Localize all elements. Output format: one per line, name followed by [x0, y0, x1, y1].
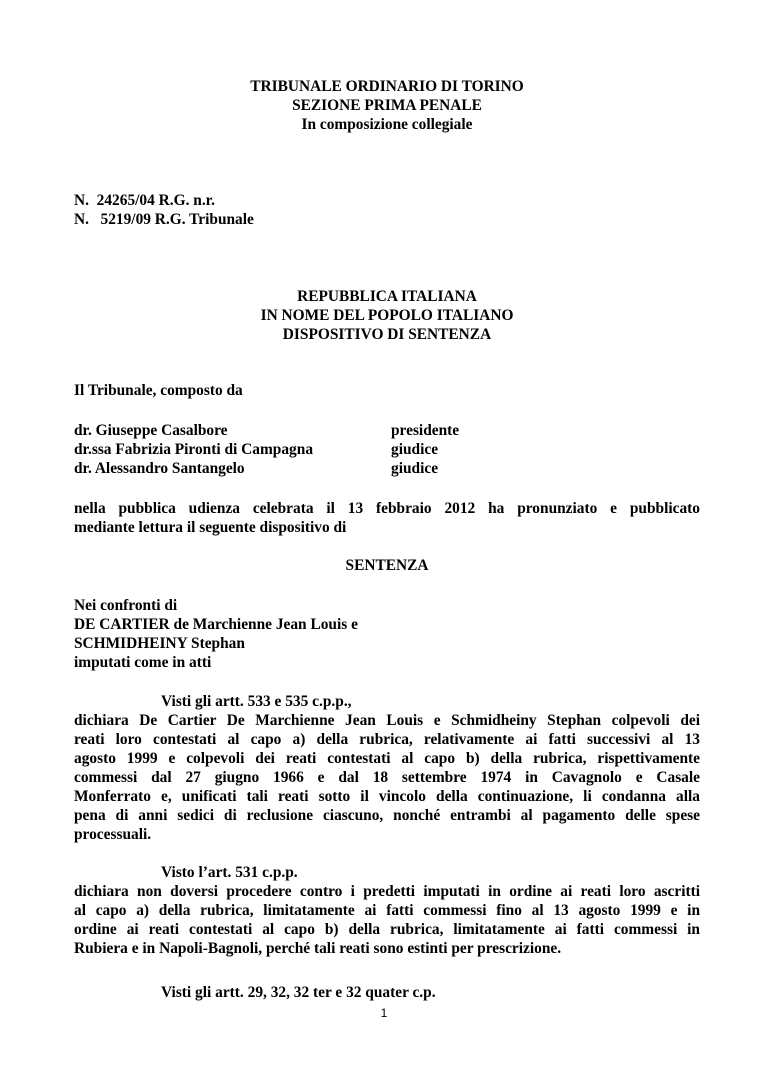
text-line: ordine ai reati contestati al capo b) della rubrica, limitatamente ai fatti commessi in [74, 921, 700, 938]
text-line: Rubiera e in Napoli-Bagnoli, perché tali reati sono estinti per prescrizione. [74, 940, 562, 957]
paragraph-prescription [74, 863, 700, 958]
court-name: TRIBUNALE ORDINARIO DI TORINO [250, 78, 524, 95]
text-line: Monferrato e, unificati tali reati sotto il vincolo della continuazione, li condanna alla [74, 788, 700, 805]
defendant-name: SCHMIDHEINY Stephan [74, 635, 245, 652]
text-line: dichiara De Cartier De Marchienne Jean Louis e Schmidheiny Stephan colpevoli dei [74, 712, 700, 729]
case-number-rgnr: N. 24265/04 R.G. n.r. [74, 192, 215, 209]
paragraph-heading: Visti gli artt. 29, 32, 32 ter e 32 quater c.p. [161, 984, 436, 1001]
text-line: commessi dal 27 giugno 1966 e dal 18 settembre 1974 in Cavagnolo e Casale [74, 769, 700, 786]
text-line: mediante lettura il seguente dispositivo di [74, 519, 347, 536]
judge-name: dr.ssa Fabrizia Pironti di Campagna [74, 441, 314, 458]
defendant-name: DE CARTIER de Marchienne Jean Louis e [74, 616, 358, 633]
judge-row [74, 421, 700, 440]
title-republic: REPUBBLICA ITALIANA [297, 288, 477, 305]
text-line: reati loro contestati al capo a) della rubrica, relativamente ai fatti successivi al 13 [74, 731, 700, 748]
judges-list [74, 421, 700, 478]
judge-name: dr. Alessandro Santangelo [74, 460, 245, 477]
text-line: agosto 1999 e colpevoli dei reati contestati al capo b) della rubrica, rispettivamente [74, 750, 700, 767]
title-doc-type: DISPOSITIVO DI SENTENZA [282, 326, 492, 343]
title-people: IN NOME DEL POPOLO ITALIANO [260, 307, 514, 324]
text-line: al capo a) della rubrica, limitatamente ai fatti commessi fino al 13 agosto 1999 e in [74, 902, 700, 919]
intro-line: Il Tribunale, composto da [74, 382, 243, 399]
page-number: 1 [380, 1006, 388, 1020]
paragraph-body [74, 882, 700, 958]
court-section: SEZIONE PRIMA PENALE [292, 97, 482, 114]
text-line: pena di anni sedici di reclusione ciascuno, nonché entrambi al pagamento delle spese [74, 807, 700, 824]
text-line: dichiara non doversi procedere contro i predetti imputati in ordine ai reati loro ascritti [74, 883, 700, 900]
paragraph-body [74, 711, 700, 844]
judge-row [74, 440, 700, 459]
judge-role: presidente [391, 422, 460, 439]
paragraph-penalties [74, 983, 700, 1002]
judge-role: giudice [391, 460, 439, 477]
text-line: processuali. [74, 826, 152, 843]
court-composition: In composizione collegiale [301, 116, 473, 133]
case-number-tribunale: N. 5219/09 R.G. Tribunale [74, 211, 254, 228]
defendants-status: imputati come in atti [74, 654, 212, 671]
hearing-paragraph [74, 499, 700, 537]
defendants-block [74, 596, 700, 672]
document-title [74, 287, 700, 344]
judge-row [74, 459, 700, 478]
court-header [74, 77, 700, 134]
paragraph-heading: Visti gli artt. 533 e 535 c.p.p., [161, 693, 352, 710]
judge-name: dr. Giuseppe Casalbore [74, 422, 228, 439]
defendants-intro: Nei confronti di [74, 597, 178, 614]
paragraph-conviction [74, 692, 700, 844]
judge-role: giudice [391, 441, 439, 458]
sentenza-heading: SENTENZA [345, 557, 429, 574]
text-line: nella pubblica udienza celebrata il 13 febbraio 2012 ha pronunziato e pubblicato [74, 500, 700, 517]
paragraph-heading: Visto l’art. 531 c.p.p. [161, 864, 298, 881]
case-numbers [74, 191, 700, 229]
